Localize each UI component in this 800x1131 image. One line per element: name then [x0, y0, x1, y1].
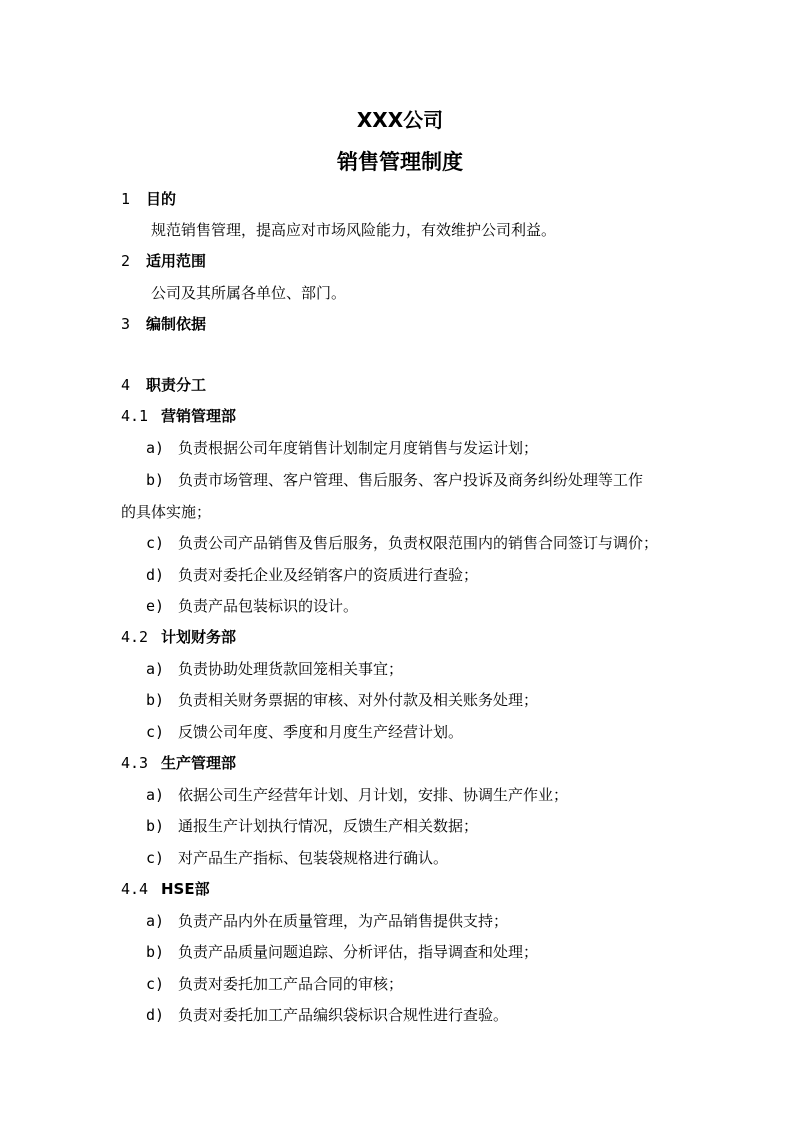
item-marker: a) — [146, 660, 165, 678]
list-item — [146, 911, 508, 931]
item-marker: c) — [146, 975, 165, 993]
list-item — [146, 659, 403, 679]
item-text: 负责对委托加工产品合同的审核； — [178, 975, 404, 993]
section-label: 目的 — [146, 190, 177, 208]
item-text: 负责市场管理、客户管理、售后服务、客户投诉及商务纠纷处理等工作 — [178, 471, 644, 489]
item-marker: a) — [146, 912, 165, 930]
item-text: 负责根据公司年度销售计划制定月度销售与发运计划； — [178, 439, 539, 457]
section-label: 职责分工 — [146, 376, 207, 394]
subsection-label: 计划财务部 — [161, 628, 237, 646]
item-text: 依据公司生产经营年计划、月计划，安排、协调生产作业； — [178, 786, 569, 804]
item-text: 负责产品内外在质量管理，为产品销售提供支持； — [178, 912, 509, 930]
item-marker: c) — [146, 723, 165, 741]
subsection-number: 4.1 — [121, 407, 149, 425]
section-number: 2 — [121, 252, 131, 270]
list-item — [146, 565, 478, 585]
list-item — [146, 533, 658, 553]
section-label: 编制依据 — [146, 315, 207, 333]
list-item — [146, 1005, 508, 1025]
item-marker: a) — [146, 439, 165, 457]
item-text: 通报生产计划执行情况，反馈生产相关数据； — [178, 817, 479, 835]
list-item — [146, 848, 448, 868]
document-title: 销售管理制度 — [337, 150, 463, 174]
list-item — [146, 974, 403, 994]
section-heading-scope — [121, 251, 206, 271]
section-paragraph: 公司及其所属各单位、部门。 — [151, 284, 347, 302]
list-item — [146, 470, 643, 490]
subsection-heading-production — [121, 753, 236, 773]
list-item — [146, 816, 478, 836]
item-marker: b) — [146, 943, 165, 961]
item-text: 对产品生产指标、包装袋规格进行确认。 — [178, 849, 449, 867]
subsection-label: 营销管理部 — [161, 407, 237, 425]
item-text: 反馈公司年度、季度和月度生产经营计划。 — [178, 723, 464, 741]
subsection-label: 生产管理部 — [161, 754, 237, 772]
item-marker: b) — [146, 691, 165, 709]
list-item — [146, 722, 463, 742]
item-marker: b) — [146, 817, 165, 835]
item-marker: d) — [146, 1006, 165, 1024]
item-continuation: 的具体实施； — [121, 503, 212, 521]
item-marker: c) — [146, 534, 165, 552]
item-text: 负责产品质量问题追踪、分析评估，指导调查和处理； — [178, 943, 539, 961]
item-text: 负责对委托企业及经销客户的资质进行查验； — [178, 566, 479, 584]
subsection-heading-marketing — [121, 406, 236, 426]
item-text: 负责协助处理货款回笼相关事宜； — [178, 660, 404, 678]
company-title: XXX公司 — [356, 108, 444, 132]
section-paragraph: 规范销售管理，提高应对市场风险能力，有效维护公司利益。 — [151, 221, 557, 239]
list-item — [146, 785, 568, 805]
section-number: 4 — [121, 376, 131, 394]
list-item — [146, 438, 538, 458]
subsection-label: HSE部 — [161, 880, 210, 898]
item-marker: b) — [146, 471, 165, 489]
item-marker: d) — [146, 566, 165, 584]
section-heading-basis — [121, 314, 206, 334]
subsection-heading-finance — [121, 627, 236, 647]
subsection-number: 4.4 — [121, 880, 149, 898]
list-item — [146, 942, 538, 962]
item-marker: e) — [146, 597, 165, 615]
item-text: 负责对委托加工产品编织袋标识合规性进行查验。 — [178, 1006, 509, 1024]
list-item — [146, 690, 538, 710]
item-text: 负责相关财务票据的审核、对外付款及相关账务处理； — [178, 691, 539, 709]
section-heading-duties — [121, 375, 206, 395]
item-marker: a) — [146, 786, 165, 804]
subsection-heading-hse — [121, 879, 210, 899]
section-number: 1 — [121, 190, 131, 208]
item-text: 负责产品包装标识的设计。 — [178, 597, 359, 615]
subsection-number: 4.3 — [121, 754, 149, 772]
subsection-number: 4.2 — [121, 628, 149, 646]
section-label: 适用范围 — [146, 252, 207, 270]
item-text: 负责公司产品销售及售后服务，负责权限范围内的销售合同签订与调价； — [178, 534, 659, 552]
item-marker: c) — [146, 849, 165, 867]
section-number: 3 — [121, 315, 131, 333]
list-item — [146, 596, 358, 616]
section-heading-purpose — [121, 189, 176, 209]
